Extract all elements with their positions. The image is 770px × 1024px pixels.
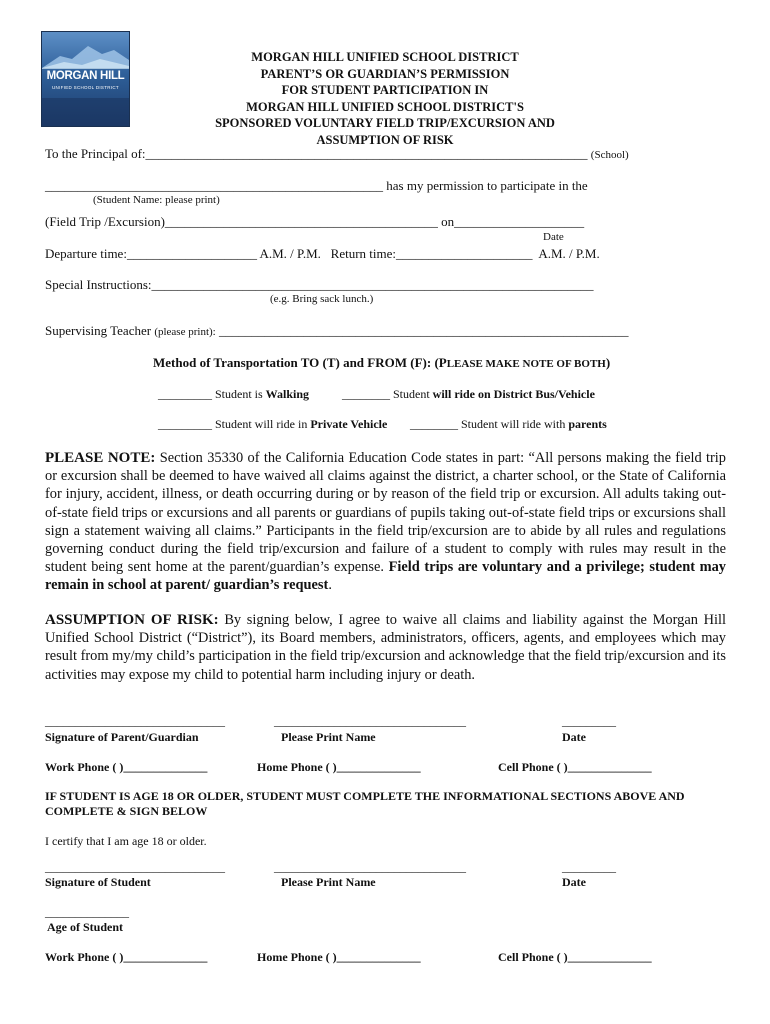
- student-signature-label: Signature of Student: [45, 875, 151, 889]
- parent-date-label: Date: [562, 730, 586, 744]
- logo-subtitle: UNIFIED SCHOOL DISTRICT: [52, 85, 119, 90]
- principal-line: [45, 146, 629, 162]
- transport-heading-note: LEASE MAKE NOTE OF BOTH: [446, 358, 606, 370]
- school-field[interactable]: ____________________________________________________________________: [145, 146, 588, 161]
- return-ampm: A.M. / P.M.: [538, 246, 600, 261]
- field-trip-label: (Field Trip /Excursion): [45, 214, 165, 229]
- teacher-field[interactable]: _______________________________________________________________: [218, 323, 629, 338]
- permission-text: has my permission to participate in the: [386, 178, 588, 193]
- assumption-of-risk-paragraph: [45, 611, 726, 684]
- title-line: ASSUMPTION OF RISK: [316, 132, 454, 147]
- walking-option: [158, 387, 309, 402]
- private-vehicle-bold: Private Vehicle: [310, 417, 388, 431]
- teacher-line: [45, 323, 628, 339]
- please-note-end: .: [328, 577, 332, 594]
- return-label: Return time:: [330, 246, 397, 261]
- bus-text: Student: [393, 387, 430, 401]
- risk-lead: ASSUMPTION OF RISK:: [45, 612, 219, 628]
- parents-option: [410, 417, 607, 432]
- parent-name-field[interactable]: ________________________________: [274, 714, 466, 728]
- title-line: MORGAN HILL UNIFIED SCHOOL DISTRICT: [251, 50, 519, 64]
- risk-body: By signing below, I agree to waive all claims and liability against the Morgan Hill Unified School District (“District”), its Board members, administrators, officers, agents, and employees which may result from my/my child’s participation in the field trip/excursion and acknowledge that the field trip/excursion and its activities may expose my child to potential harm including injury or death.: [45, 612, 726, 683]
- private-vehicle-option: [158, 417, 387, 432]
- document-title: [160, 49, 610, 148]
- school-hint: (School): [590, 149, 629, 161]
- parents-field[interactable]: ________: [410, 417, 458, 431]
- field-trip-line: [45, 214, 584, 230]
- parent-home-phone-field[interactable]: Home Phone ( )______________: [257, 760, 421, 774]
- parent-cell-phone-field[interactable]: Cell Phone ( )______________: [498, 760, 652, 774]
- private-vehicle-field[interactable]: _________: [158, 417, 212, 431]
- student-name-field[interactable]: ________________________________: [274, 860, 466, 874]
- transport-heading-close: ): [605, 355, 611, 370]
- parent-signature-field[interactable]: ______________________________: [45, 714, 225, 728]
- special-field[interactable]: ____________________________________________________________________: [151, 277, 594, 292]
- parents-bold: parents: [568, 417, 607, 431]
- teacher-label: Supervising Teacher: [45, 323, 152, 338]
- teacher-hint: (please print):: [154, 326, 216, 338]
- student-age-field[interactable]: ______________: [45, 905, 129, 919]
- adult-notice-line1: IF STUDENT IS AGE 18 OR OLDER, STUDENT MUST COMPLETE THE INFORMATIONAL SECTIONS ABOVE AND: [45, 789, 685, 803]
- times-line: [45, 246, 600, 262]
- date-hint: Date: [543, 231, 564, 243]
- departure-ampm: A.M. / P.M.: [259, 246, 321, 261]
- student-date-label: Date: [562, 875, 586, 889]
- bus-bold: will ride on District Bus/Vehicle: [432, 387, 595, 401]
- title-line: PARENT’S OR GUARDIAN’S PERMISSION: [260, 66, 510, 81]
- adult-notice-line2: COMPLETE & SIGN BELOW: [45, 804, 208, 818]
- walking-field[interactable]: _________: [158, 387, 212, 401]
- special-hint: (e.g. Bring sack lunch.): [270, 293, 374, 305]
- student-work-phone-field[interactable]: Work Phone ( )______________: [45, 950, 208, 964]
- student-name-field[interactable]: ____________________________________________________: [45, 178, 383, 193]
- field-trip-field[interactable]: __________________________________________: [164, 214, 438, 229]
- student-home-phone-field[interactable]: Home Phone ( )______________: [257, 950, 421, 964]
- departure-label: Departure time:: [45, 246, 127, 261]
- parents-text: Student will ride with: [461, 417, 566, 431]
- private-vehicle-text: Student will ride in: [215, 417, 308, 431]
- bus-option: [342, 387, 595, 402]
- please-note-emphasis: Field trips are voluntary and a privilege; student may remain in school at parent/ guardian’s request: [45, 559, 727, 594]
- parent-work-phone-field[interactable]: Work Phone ( )______________: [45, 760, 208, 774]
- district-logo: [41, 31, 130, 127]
- principal-label: To the Principal of:: [45, 146, 146, 161]
- transport-heading-p: (P: [434, 355, 447, 370]
- student-line: [45, 178, 588, 194]
- special-line: [45, 277, 594, 293]
- student-name-label: Please Print Name: [281, 875, 376, 889]
- walking-text: Student is: [215, 387, 263, 401]
- student-name-hint: (Student Name: please print): [93, 194, 220, 206]
- student-signature-field[interactable]: ______________________________: [45, 860, 225, 874]
- walking-bold: Walking: [265, 387, 310, 401]
- title-line: MORGAN HILL UNIFIED SCHOOL DISTRICT'S: [246, 99, 524, 114]
- departure-time-field[interactable]: ____________________: [126, 246, 257, 261]
- student-age-label: Age of Student: [47, 920, 124, 934]
- return-time-field[interactable]: _____________________: [396, 246, 533, 261]
- title-line: SPONSORED VOLUNTARY FIELD TRIP/EXCURSION AND: [215, 116, 555, 130]
- parent-date-field[interactable]: _________: [562, 714, 616, 728]
- student-cell-phone-field[interactable]: Cell Phone ( )______________: [498, 950, 652, 964]
- bus-field[interactable]: ________: [342, 387, 390, 401]
- on-label: on: [441, 214, 455, 229]
- title-line: FOR STUDENT PARTICIPATION IN: [281, 83, 489, 97]
- transport-heading-text: Method of Transportation TO (T) and FROM (F):: [153, 355, 435, 370]
- please-note-body: Section 35330 of the California Education Code states in part: “All persons making the field trip or excursion shall be deemed to have waived all claims against the district, a charter school, or the State of California for injury, accident, illness, or death occurring during or by reason of the field trip or excursion. All adults taking out-of-state field trips or excursions and all parents or guardians of pupils taking out-of-state field trips or excursions shall sign a statement waiving all claims.” Participants in the field trip/excursion are to abide by all rules and regulations governing conduct during the field trip/excursion and failure of a student to comply with rules may result in the student being sent home at the parent/guardian’s expense.: [45, 450, 726, 576]
- please-note-paragraph: [45, 449, 726, 595]
- age-certification: I certify that I am age 18 or older.: [45, 834, 207, 848]
- please-note-lead: PLEASE NOTE:: [45, 450, 156, 466]
- logo-name: MORGAN HILL: [46, 70, 125, 82]
- parent-name-label: Please Print Name: [281, 730, 376, 744]
- transport-heading: [153, 355, 610, 371]
- parent-signature-label: Signature of Parent/Guardian: [45, 730, 199, 744]
- special-label: Special Instructions:: [45, 277, 152, 292]
- trip-date-field[interactable]: ____________________: [454, 214, 585, 229]
- student-date-field[interactable]: _________: [562, 860, 616, 874]
